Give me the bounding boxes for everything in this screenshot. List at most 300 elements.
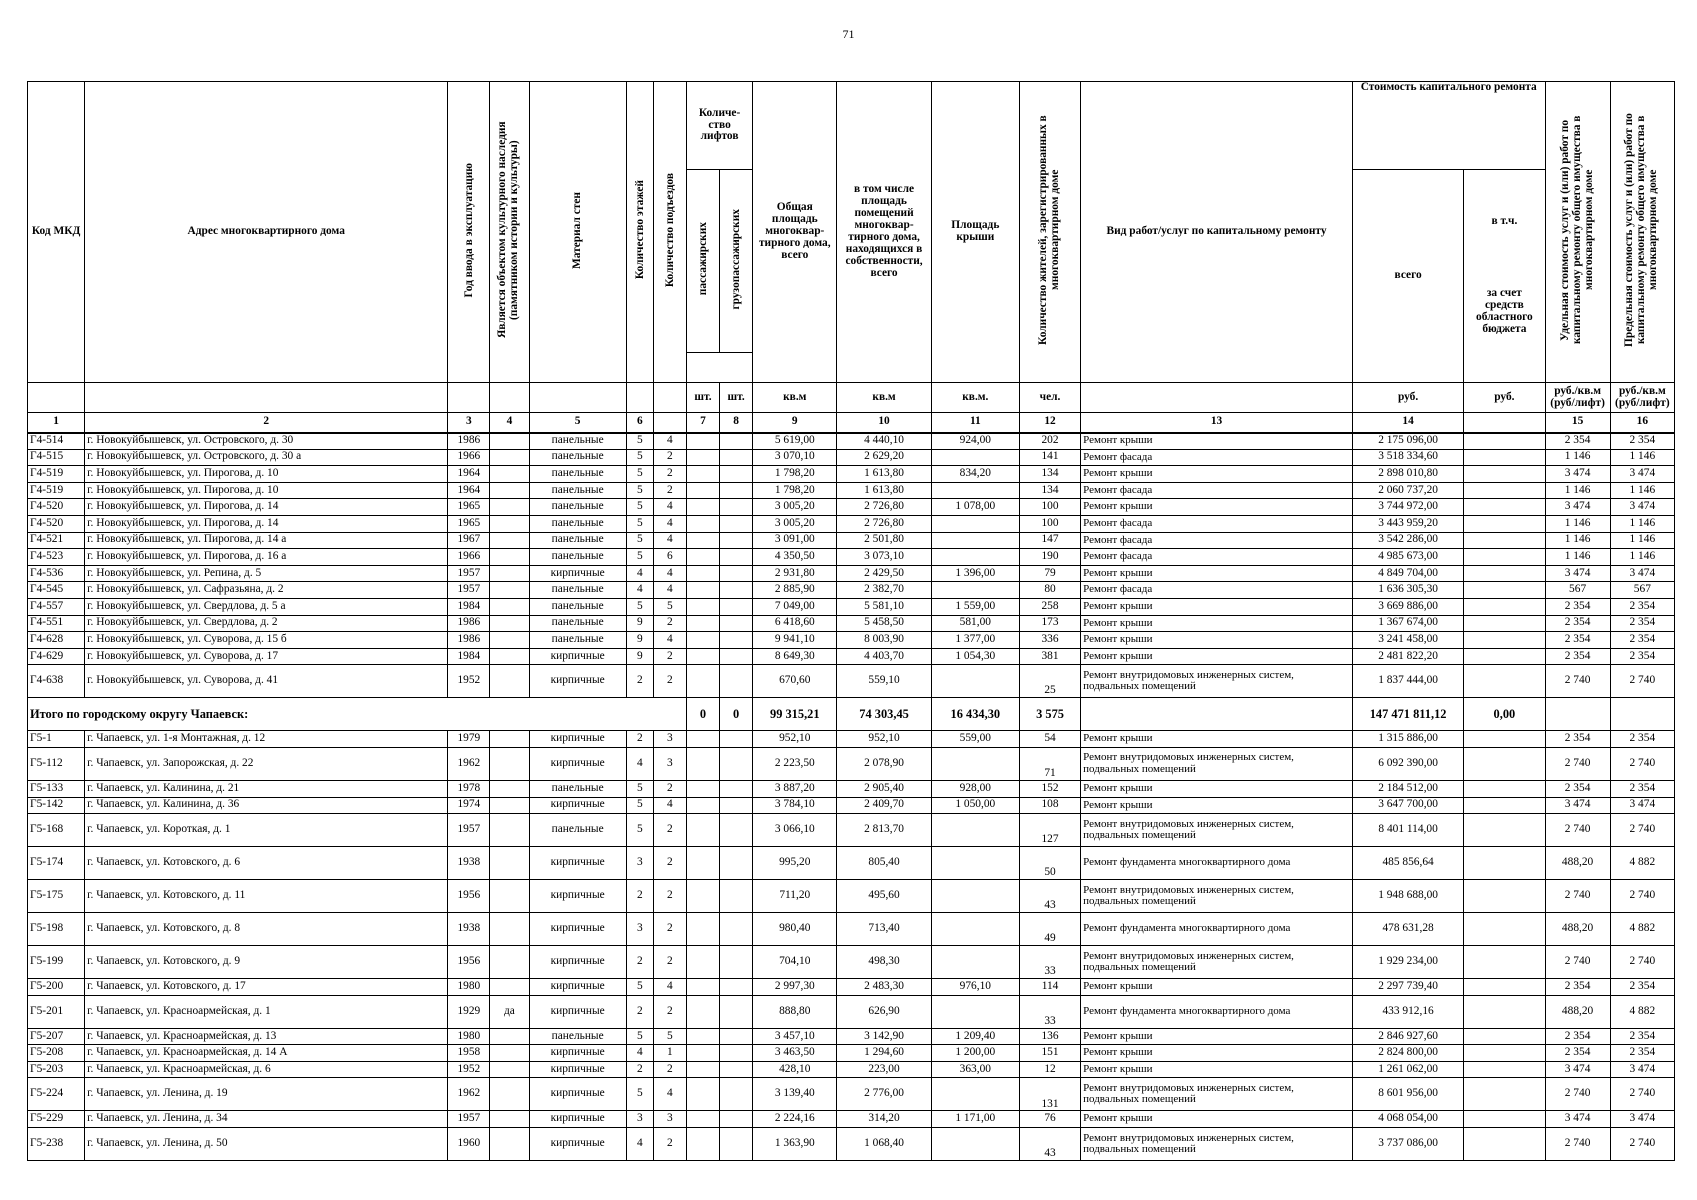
row-heritage — [490, 598, 529, 615]
row-code: Г4-519 — [28, 482, 85, 499]
header-lifts-passenger: пассажирских — [686, 170, 719, 353]
row-lifts-cargo — [720, 979, 753, 996]
row-entrances: 4 — [653, 797, 686, 814]
row-floors: 5 — [626, 482, 653, 499]
row-year: 1957 — [448, 814, 490, 847]
table-row — [28, 814, 1675, 847]
row-lifts-passenger — [686, 946, 719, 979]
row-address: г. Новокуйбышевск, ул. Суворова, д. 15 б — [85, 632, 448, 649]
row-material: кирпичные — [529, 1128, 626, 1161]
row-floors: 5 — [626, 499, 653, 516]
row-cost-total: 1 367 674,00 — [1352, 615, 1463, 632]
row-entrances: 4 — [653, 433, 686, 450]
row-cost-total: 4 849 704,00 — [1352, 565, 1463, 582]
table-row — [28, 582, 1675, 599]
row-lifts-cargo — [720, 449, 753, 466]
row-work: Ремонт внутридомовых инженерных систем, подвальных помещений — [1081, 946, 1353, 979]
row-work: Ремонт крыши — [1081, 1061, 1353, 1078]
row-residents: 80 — [1019, 582, 1080, 599]
row-entrances: 2 — [653, 482, 686, 499]
row-cost-total: 6 092 390,00 — [1352, 747, 1463, 780]
row-heritage — [490, 1028, 529, 1045]
row-entrances: 4 — [653, 979, 686, 996]
row-material: панельные — [529, 582, 626, 599]
row-floors: 5 — [626, 814, 653, 847]
row-residents: 50 — [1019, 847, 1080, 880]
row-owned-area: 4 440,10 — [837, 433, 931, 450]
unit-roof-area: кв.м. — [931, 383, 1019, 413]
unit-max-cost: руб./кв.м (руб/лифт) — [1610, 383, 1674, 413]
header-lifts: Количе-ство лифтов — [686, 82, 752, 170]
row-heritage — [490, 482, 529, 499]
row-lifts-passenger — [686, 632, 719, 649]
row-lifts-passenger — [686, 979, 719, 996]
row-max-cost: 567 — [1610, 582, 1674, 599]
row-cost-budget — [1464, 648, 1545, 665]
row-address: г. Чапаевск, ул. Ленина, д. 50 — [85, 1128, 448, 1161]
row-lifts-passenger — [686, 466, 719, 483]
row-owned-area: 1 068,40 — [837, 1128, 931, 1161]
row-total-area: 2 931,80 — [753, 565, 837, 582]
row-work: Ремонт фасада — [1081, 549, 1353, 566]
row-max-cost: 3 474 — [1610, 797, 1674, 814]
row-lifts-passenger — [686, 499, 719, 516]
row-work: Ремонт внутридомовых инженерных систем, подвальных помещений — [1081, 665, 1353, 698]
row-year: 1980 — [448, 1028, 490, 1045]
row-cost-total: 2 481 822,20 — [1352, 648, 1463, 665]
row-floors: 9 — [626, 648, 653, 665]
row-cost-total: 3 744 972,00 — [1352, 499, 1463, 516]
row-code: Г4-515 — [28, 449, 85, 466]
row-roof-area: 581,00 — [931, 615, 1019, 632]
row-year: 1986 — [448, 615, 490, 632]
row-address: г. Чапаевск, ул. Калинина, д. 21 — [85, 780, 448, 797]
row-lifts-cargo: 0 — [720, 698, 753, 731]
row-code: Г4-520 — [28, 515, 85, 532]
row-heritage — [490, 946, 529, 979]
row-year: 1960 — [448, 1128, 490, 1161]
table-row — [28, 433, 1675, 450]
row-roof-area — [931, 946, 1019, 979]
row-code: Г4-519 — [28, 466, 85, 483]
row-unit-cost: 2 354 — [1545, 780, 1610, 797]
row-lifts-cargo — [720, 632, 753, 649]
row-entrances: 2 — [653, 665, 686, 698]
row-code: Г5-200 — [28, 979, 85, 996]
row-total-area: 2 224,16 — [753, 1111, 837, 1128]
row-cost-total: 2 297 739,40 — [1352, 979, 1463, 996]
unit-address — [85, 383, 448, 413]
row-lifts-passenger — [686, 1061, 719, 1078]
row-unit-cost: 2 354 — [1545, 615, 1610, 632]
row-unit-cost: 2 354 — [1545, 1028, 1610, 1045]
row-cost-total: 147 471 811,12 — [1352, 698, 1463, 731]
row-unit-cost: 2 740 — [1545, 747, 1610, 780]
row-material: панельные — [529, 632, 626, 649]
row-unit-cost: 2 354 — [1545, 731, 1610, 748]
row-owned-area: 2 429,50 — [837, 565, 931, 582]
row-owned-area: 74 303,45 — [837, 698, 931, 731]
row-total-area: 2 885,90 — [753, 582, 837, 599]
unit-work — [1081, 383, 1353, 413]
row-address: г. Чапаевск, ул. Ленина, д. 34 — [85, 1111, 448, 1128]
row-work: Ремонт фундамента многоквартирного дома — [1081, 847, 1353, 880]
row-cost-total: 1 948 688,00 — [1352, 880, 1463, 913]
row-floors: 5 — [626, 466, 653, 483]
header-code: Код МКД — [28, 82, 85, 383]
row-owned-area: 2 483,30 — [837, 979, 931, 996]
row-total-area: 1 363,90 — [753, 1128, 837, 1161]
row-lifts-cargo — [720, 1061, 753, 1078]
row-material: панельные — [529, 598, 626, 615]
row-residents: 131 — [1019, 1078, 1080, 1111]
table-row — [28, 648, 1675, 665]
row-residents: 202 — [1019, 433, 1080, 450]
row-cost-total: 433 912,16 — [1352, 995, 1463, 1028]
row-work: Ремонт крыши — [1081, 979, 1353, 996]
row-roof-area: 1 078,00 — [931, 499, 1019, 516]
row-work: Ремонт крыши — [1081, 615, 1353, 632]
row-cost-total: 1 261 062,00 — [1352, 1061, 1463, 1078]
row-max-cost: 2 354 — [1610, 598, 1674, 615]
row-residents: 43 — [1019, 880, 1080, 913]
row-entrances: 4 — [653, 532, 686, 549]
row-max-cost: 3 474 — [1610, 466, 1674, 483]
row-material: панельные — [529, 615, 626, 632]
row-code: Г5-229 — [28, 1111, 85, 1128]
row-material: кирпичные — [529, 1061, 626, 1078]
row-code: Г4-536 — [28, 565, 85, 582]
row-material: кирпичные — [529, 913, 626, 946]
row-lifts-cargo — [720, 515, 753, 532]
row-work: Ремонт внутридомовых инженерных систем, подвальных помещений — [1081, 814, 1353, 847]
row-work: Ремонт крыши — [1081, 780, 1353, 797]
colnum-11: 11 — [931, 413, 1019, 433]
row-lifts-passenger — [686, 747, 719, 780]
colnum-3: 3 — [448, 413, 490, 433]
table-row — [28, 780, 1675, 797]
row-total-area: 1 798,20 — [753, 482, 837, 499]
row-floors: 3 — [626, 913, 653, 946]
row-cost-budget — [1464, 1028, 1545, 1045]
row-unit-cost: 2 354 — [1545, 632, 1610, 649]
row-cost-total: 4 985 673,00 — [1352, 549, 1463, 566]
row-floors: 5 — [626, 532, 653, 549]
row-work: Ремонт крыши — [1081, 797, 1353, 814]
row-max-cost: 1 146 — [1610, 532, 1674, 549]
row-unit-cost: 2 740 — [1545, 880, 1610, 913]
row-owned-area: 2 629,20 — [837, 449, 931, 466]
row-owned-area: 223,00 — [837, 1061, 931, 1078]
unit-unit-cost: руб./кв.м (руб/лифт) — [1545, 383, 1610, 413]
row-max-cost: 2 354 — [1610, 1028, 1674, 1045]
row-owned-area: 495,60 — [837, 880, 931, 913]
row-cost-budget — [1464, 565, 1545, 582]
row-lifts-cargo — [720, 1078, 753, 1111]
row-roof-area: 834,20 — [931, 466, 1019, 483]
row-floors: 2 — [626, 946, 653, 979]
row-address: г. Новокуйбышевск, ул. Суворова, д. 17 — [85, 648, 448, 665]
row-heritage — [490, 632, 529, 649]
row-roof-area — [931, 814, 1019, 847]
row-owned-area: 713,40 — [837, 913, 931, 946]
row-owned-area: 1 613,80 — [837, 482, 931, 499]
row-year: 1979 — [448, 731, 490, 748]
row-cost-total: 485 856,64 — [1352, 847, 1463, 880]
row-work: Ремонт внутридомовых инженерных систем, подвальных помещений — [1081, 1078, 1353, 1111]
row-year: 1967 — [448, 532, 490, 549]
row-residents: 3 575 — [1019, 698, 1080, 731]
row-lifts-cargo — [720, 780, 753, 797]
row-roof-area — [931, 880, 1019, 913]
unit-entrances — [653, 383, 686, 413]
row-unit-cost: 2 354 — [1545, 433, 1610, 450]
row-roof-area: 1 054,30 — [931, 648, 1019, 665]
table-row — [28, 449, 1675, 466]
row-roof-area — [931, 913, 1019, 946]
row-cost-budget — [1464, 797, 1545, 814]
row-roof-area: 924,00 — [931, 433, 1019, 450]
row-unit-cost: 2 740 — [1545, 814, 1610, 847]
row-unit-cost: 2 740 — [1545, 946, 1610, 979]
row-address: г. Чапаевск, ул. 1-я Монтажная, д. 12 — [85, 731, 448, 748]
row-heritage — [490, 582, 529, 599]
row-lifts-cargo — [720, 1128, 753, 1161]
header-floors: Количество этажей — [626, 82, 653, 383]
row-address: г. Чапаевск, ул. Запорожская, д. 22 — [85, 747, 448, 780]
row-cost-total: 4 068 054,00 — [1352, 1111, 1463, 1128]
row-cost-budget — [1464, 632, 1545, 649]
row-entrances: 4 — [653, 582, 686, 599]
row-year: 1980 — [448, 979, 490, 996]
row-lifts-cargo — [720, 615, 753, 632]
row-address: г. Чапаевск, ул. Котовского, д. 17 — [85, 979, 448, 996]
row-unit-cost: 1 146 — [1545, 515, 1610, 532]
row-roof-area: 1 200,00 — [931, 1045, 1019, 1062]
row-residents: 100 — [1019, 515, 1080, 532]
row-year: 1984 — [448, 598, 490, 615]
row-cost-total: 8 401 114,00 — [1352, 814, 1463, 847]
row-lifts-passenger — [686, 1028, 719, 1045]
row-heritage — [490, 433, 529, 450]
row-owned-area: 2 726,80 — [837, 499, 931, 516]
row-total-area: 6 418,60 — [753, 615, 837, 632]
row-address: г. Новокуйбышевск, ул. Островского, д. 30 — [85, 433, 448, 450]
row-cost-budget — [1464, 814, 1545, 847]
row-residents: 381 — [1019, 648, 1080, 665]
row-floors: 4 — [626, 1045, 653, 1062]
row-work: Ремонт крыши — [1081, 632, 1353, 649]
row-entrances: 2 — [653, 615, 686, 632]
row-work: Ремонт крыши — [1081, 466, 1353, 483]
row-total-area: 3 463,50 — [753, 1045, 837, 1062]
row-entrances: 5 — [653, 1028, 686, 1045]
row-lifts-cargo — [720, 1028, 753, 1045]
row-floors: 9 — [626, 632, 653, 649]
unit-total-area: кв.м — [753, 383, 837, 413]
row-max-cost: 4 882 — [1610, 995, 1674, 1028]
row-max-cost: 2 740 — [1610, 1128, 1674, 1161]
row-floors: 2 — [626, 1061, 653, 1078]
row-unit-cost: 1 146 — [1545, 549, 1610, 566]
row-roof-area — [931, 549, 1019, 566]
row-heritage — [490, 1061, 529, 1078]
row-material: кирпичные — [529, 797, 626, 814]
row-material: кирпичные — [529, 880, 626, 913]
colnum-15: 15 — [1545, 413, 1610, 433]
colnum-6b — [653, 413, 686, 433]
row-unit-cost: 2 740 — [1545, 665, 1610, 698]
unit-material — [529, 383, 626, 413]
header-year: Год ввода в эксплуатацию — [448, 82, 490, 383]
header-work: Вид работ/услуг по капитальному ремонту — [1081, 82, 1353, 383]
row-cost-budget — [1464, 482, 1545, 499]
row-residents: 173 — [1019, 615, 1080, 632]
row-unit-cost: 488,20 — [1545, 847, 1610, 880]
row-material: панельные — [529, 499, 626, 516]
row-roof-area — [931, 515, 1019, 532]
row-address: г. Новокуйбышевск, ул. Пирогова, д. 10 — [85, 482, 448, 499]
unit-cost-total: руб. — [1352, 383, 1463, 413]
row-total-area: 2 997,30 — [753, 979, 837, 996]
row-unit-cost: 3 474 — [1545, 797, 1610, 814]
row-lifts-cargo — [720, 1111, 753, 1128]
row-total-area: 888,80 — [753, 995, 837, 1028]
row-cost-budget — [1464, 515, 1545, 532]
row-roof-area: 928,00 — [931, 780, 1019, 797]
row-heritage — [490, 532, 529, 549]
row-heritage — [490, 1045, 529, 1062]
row-year: 1978 — [448, 780, 490, 797]
row-residents: 54 — [1019, 731, 1080, 748]
row-heritage — [490, 466, 529, 483]
header-lifts-cargo: грузопассажирских — [720, 170, 753, 353]
row-unit-cost: 2 354 — [1545, 1045, 1610, 1062]
row-floors: 5 — [626, 515, 653, 532]
row-total-area: 995,20 — [753, 847, 837, 880]
row-total-area: 3 784,10 — [753, 797, 837, 814]
row-heritage — [490, 515, 529, 532]
row-cost-budget — [1464, 1061, 1545, 1078]
header-material: Материал стен — [529, 82, 626, 383]
row-year: 1966 — [448, 549, 490, 566]
row-entrances: 5 — [653, 598, 686, 615]
row-lifts-cargo — [720, 797, 753, 814]
row-roof-area: 1 209,40 — [931, 1028, 1019, 1045]
row-lifts-passenger — [686, 515, 719, 532]
row-heritage — [490, 1128, 529, 1161]
row-lifts-passenger — [686, 449, 719, 466]
row-floors: 2 — [626, 665, 653, 698]
row-material: панельные — [529, 814, 626, 847]
row-residents: 49 — [1019, 913, 1080, 946]
row-lifts-passenger — [686, 598, 719, 615]
row-cost-total: 478 631,28 — [1352, 913, 1463, 946]
colnum-14: 14 — [1352, 413, 1463, 433]
row-unit-cost: 3 474 — [1545, 1061, 1610, 1078]
row-max-cost: 2 354 — [1610, 632, 1674, 649]
colnum-6: 6 — [626, 413, 653, 433]
row-total-area: 670,60 — [753, 665, 837, 698]
row-code: Г5-168 — [28, 814, 85, 847]
row-cost-budget — [1464, 731, 1545, 748]
row-total-area: 3 457,10 — [753, 1028, 837, 1045]
row-max-cost: 2 740 — [1610, 814, 1674, 847]
row-code: Г4-629 — [28, 648, 85, 665]
row-entrances: 6 — [653, 549, 686, 566]
row-roof-area — [931, 449, 1019, 466]
row-address: г. Чапаевск, ул. Котовского, д. 9 — [85, 946, 448, 979]
row-code: Г5-142 — [28, 797, 85, 814]
table-row — [28, 1061, 1675, 1078]
row-max-cost: 3 474 — [1610, 1061, 1674, 1078]
row-cost-budget — [1464, 433, 1545, 450]
row-lifts-passenger — [686, 913, 719, 946]
row-year: 1957 — [448, 582, 490, 599]
colnum-13: 13 — [1081, 413, 1353, 433]
row-work: Ремонт внутридомовых инженерных систем, подвальных помещений — [1081, 880, 1353, 913]
total-label: Итого по городскому округу Чапаевск: — [28, 698, 687, 731]
row-owned-area: 5 458,50 — [837, 615, 931, 632]
row-material: панельные — [529, 549, 626, 566]
row-code: Г5-208 — [28, 1045, 85, 1062]
row-entrances: 3 — [653, 747, 686, 780]
row-lifts-cargo — [720, 598, 753, 615]
row-cost-total: 2 898 010,80 — [1352, 466, 1463, 483]
row-address: г. Новокуйбышевск, ул. Репина, д. 5 — [85, 565, 448, 582]
header-heritage: Является объектом культурного наследия (памятником истории и культуры) — [490, 82, 529, 383]
row-cost-total: 2 060 737,20 — [1352, 482, 1463, 499]
row-work: Ремонт крыши — [1081, 1111, 1353, 1128]
row-floors: 5 — [626, 549, 653, 566]
table-row — [28, 482, 1675, 499]
unit-cost-budget: руб. — [1464, 383, 1545, 413]
row-lifts-cargo — [720, 995, 753, 1028]
row-work: Ремонт фасада — [1081, 582, 1353, 599]
row-material: панельные — [529, 482, 626, 499]
row-cost-budget — [1464, 532, 1545, 549]
row-address: г. Чапаевск, ул. Котовского, д. 6 — [85, 847, 448, 880]
row-address: г. Новокуйбышевск, ул. Суворова, д. 41 — [85, 665, 448, 698]
row-residents: 190 — [1019, 549, 1080, 566]
row-entrances: 2 — [653, 946, 686, 979]
row-lifts-passenger — [686, 1111, 719, 1128]
capital-repair-table — [27, 81, 1675, 1161]
row-lifts-cargo — [720, 433, 753, 450]
row-total-area: 99 315,21 — [753, 698, 837, 731]
row-cost-total: 3 518 334,60 — [1352, 449, 1463, 466]
colnum-1: 1 — [28, 413, 85, 433]
row-material: панельные — [529, 515, 626, 532]
row-code: Г5-174 — [28, 847, 85, 880]
header-cost-budget-text: за счет средств областного бюджета — [1476, 287, 1533, 335]
header-cost-incl: в т.ч. — [1491, 215, 1518, 228]
row-owned-area: 2 382,70 — [837, 582, 931, 599]
unit-year — [448, 383, 490, 413]
row-max-cost: 2 740 — [1610, 747, 1674, 780]
row-year: 1974 — [448, 797, 490, 814]
row-address: г. Чапаевск, ул. Котовского, д. 8 — [85, 913, 448, 946]
row-material: панельные — [529, 532, 626, 549]
row-work: Ремонт крыши — [1081, 648, 1353, 665]
row-heritage — [490, 780, 529, 797]
row-owned-area: 805,40 — [837, 847, 931, 880]
row-cost-budget — [1464, 549, 1545, 566]
row-total-area: 7 049,00 — [753, 598, 837, 615]
row-residents: 43 — [1019, 1128, 1080, 1161]
table-row — [28, 499, 1675, 516]
row-entrances: 3 — [653, 1111, 686, 1128]
